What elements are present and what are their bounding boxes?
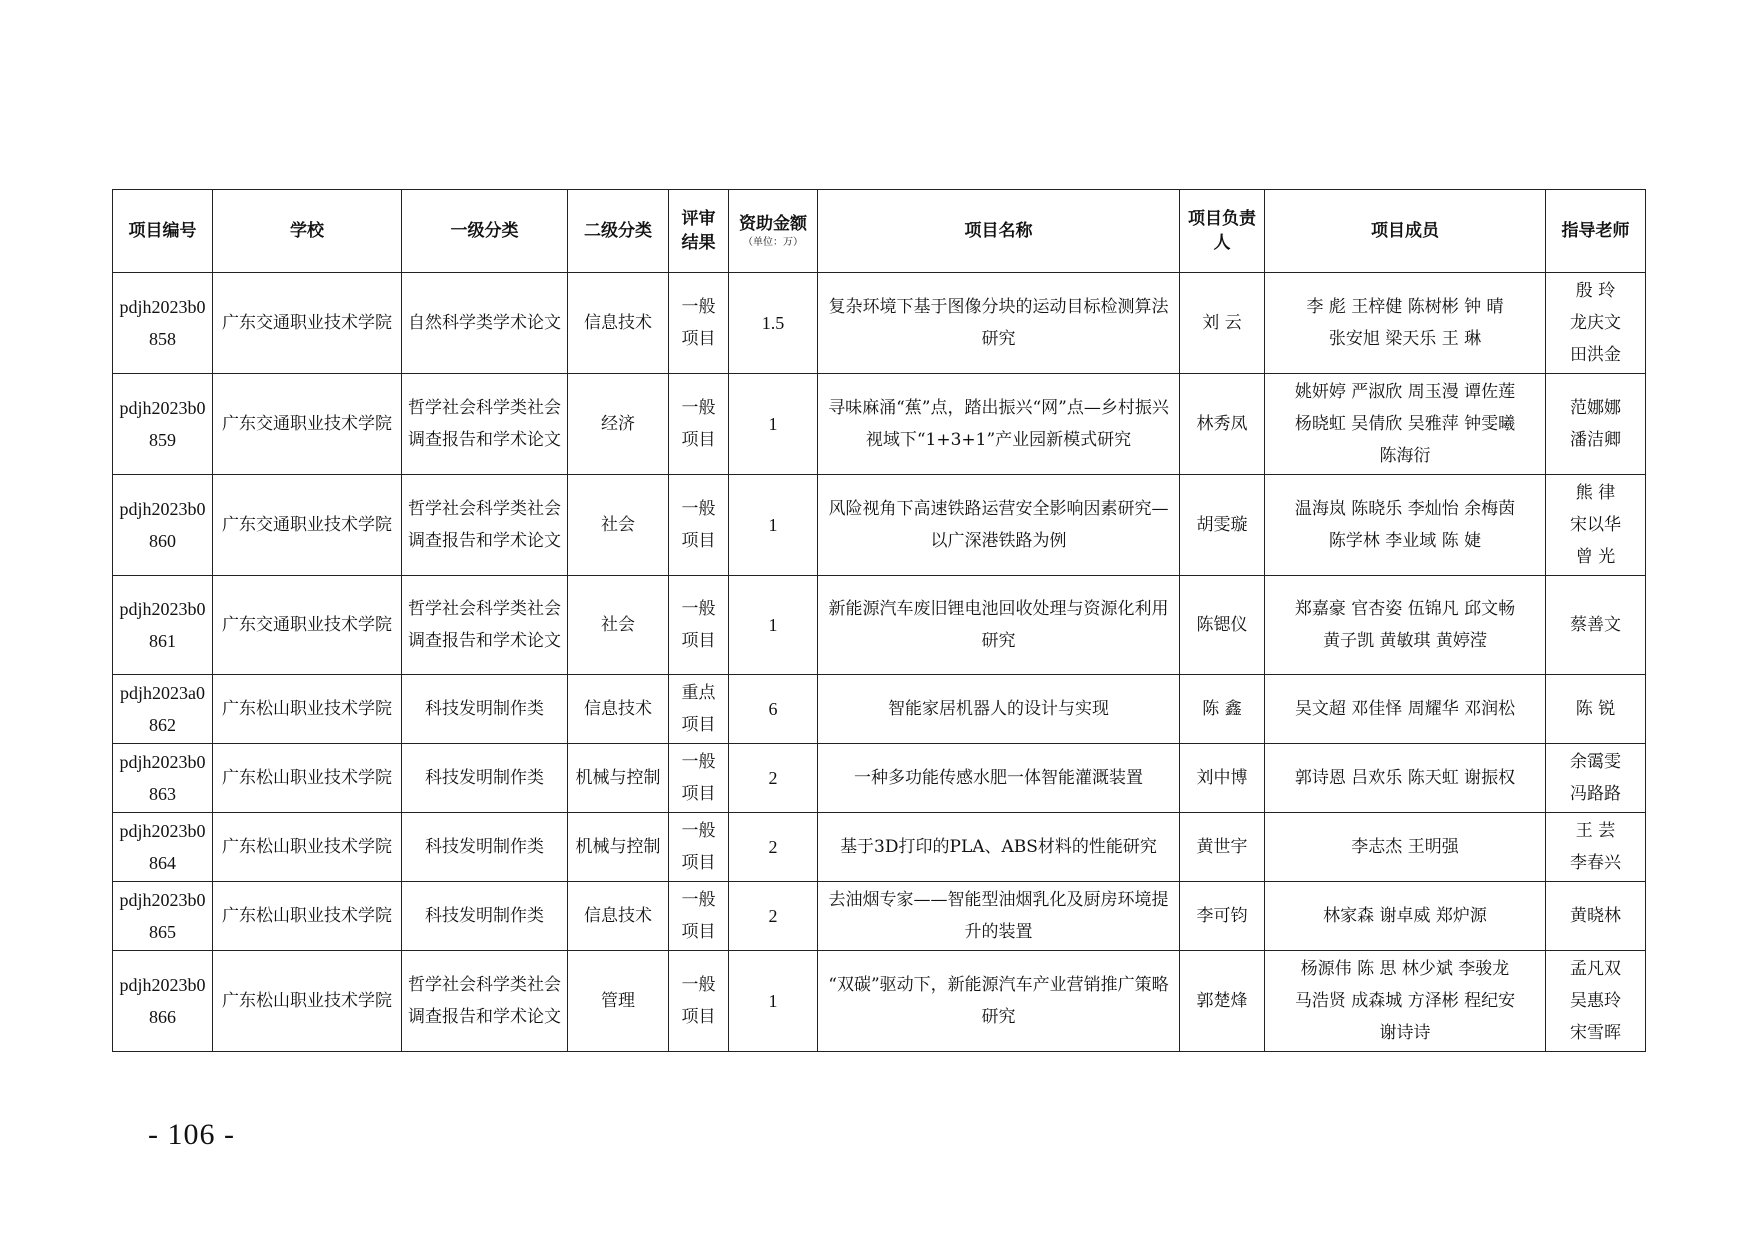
table-row bbox=[113, 882, 1646, 951]
cell-category-1: 科技发明制作类 bbox=[402, 813, 568, 882]
cell-project-members: 杨源伟 陈 思 林少斌 李骏龙 马浩贤 成森城 方泽彬 程纪安 谢诗诗 bbox=[1265, 951, 1546, 1052]
cell-project-name: 去油烟专家——智能型油烟乳化及厨房环境提升的装置 bbox=[818, 882, 1180, 951]
header-category-2: 二级分类 bbox=[568, 190, 669, 273]
cell-project-name: 基于3D打印的PLA、ABS材料的性能研究 bbox=[818, 813, 1180, 882]
cell-project-leader: 胡雯璇 bbox=[1180, 475, 1265, 576]
header-advisor: 指导老师 bbox=[1546, 190, 1646, 273]
cell-category-1: 哲学社会科学类社会调查报告和学术论文 bbox=[402, 475, 568, 576]
table-header-row bbox=[113, 190, 1646, 273]
cell-review-result: 重点项目 bbox=[669, 675, 729, 744]
cell-school: 广东松山职业技术学院 bbox=[213, 675, 402, 744]
table-row bbox=[113, 475, 1646, 576]
cell-project-name: 复杂环境下基于图像分块的运动目标检测算法研究 bbox=[818, 273, 1180, 374]
cell-funding-amount: 1 bbox=[729, 951, 818, 1052]
cell-funding-amount: 2 bbox=[729, 813, 818, 882]
header-project-leader: 项目负责人 bbox=[1180, 190, 1265, 273]
cell-project-members: 李志杰 王明强 bbox=[1265, 813, 1546, 882]
cell-advisor: 蔡善文 bbox=[1546, 576, 1646, 675]
cell-project-id: pdjh2023b0865 bbox=[113, 882, 213, 951]
cell-category-2: 管理 bbox=[568, 951, 669, 1052]
cell-project-id: pdjh2023b0859 bbox=[113, 374, 213, 475]
cell-project-id: pdjh2023b0861 bbox=[113, 576, 213, 675]
cell-funding-amount: 1 bbox=[729, 576, 818, 675]
cell-project-members: 吴文超 邓佳怿 周耀华 邓润松 bbox=[1265, 675, 1546, 744]
cell-project-members: 郭诗恩 吕欢乐 陈天虹 谢振权 bbox=[1265, 744, 1546, 813]
cell-school: 广东交通职业技术学院 bbox=[213, 273, 402, 374]
cell-school: 广东交通职业技术学院 bbox=[213, 576, 402, 675]
cell-category-2: 信息技术 bbox=[568, 675, 669, 744]
cell-category-2: 经济 bbox=[568, 374, 669, 475]
project-table bbox=[112, 189, 1646, 1052]
cell-category-1: 自然科学类学术论文 bbox=[402, 273, 568, 374]
cell-review-result: 一般项目 bbox=[669, 951, 729, 1052]
cell-school: 广东交通职业技术学院 bbox=[213, 374, 402, 475]
cell-category-1: 科技发明制作类 bbox=[402, 744, 568, 813]
cell-advisor: 余霭雯 冯路路 bbox=[1546, 744, 1646, 813]
cell-review-result: 一般项目 bbox=[669, 273, 729, 374]
header-category-1: 一级分类 bbox=[402, 190, 568, 273]
cell-category-2: 机械与控制 bbox=[568, 744, 669, 813]
table-row bbox=[113, 675, 1646, 744]
cell-project-id: pdjh2023b0864 bbox=[113, 813, 213, 882]
cell-category-2: 社会 bbox=[568, 576, 669, 675]
cell-school: 广东松山职业技术学院 bbox=[213, 882, 402, 951]
cell-category-2: 机械与控制 bbox=[568, 813, 669, 882]
cell-category-1: 科技发明制作类 bbox=[402, 675, 568, 744]
cell-advisor: 熊 律 宋以华 曾 光 bbox=[1546, 475, 1646, 576]
cell-category-2: 社会 bbox=[568, 475, 669, 576]
cell-advisor: 范娜娜 潘洁卿 bbox=[1546, 374, 1646, 475]
cell-review-result: 一般项目 bbox=[669, 882, 729, 951]
cell-funding-amount: 1.5 bbox=[729, 273, 818, 374]
header-funding-amount-label: 资助金额 bbox=[739, 214, 807, 234]
cell-category-1: 科技发明制作类 bbox=[402, 882, 568, 951]
cell-category-1: 哲学社会科学类社会调查报告和学术论文 bbox=[402, 951, 568, 1052]
cell-project-leader: 林秀凤 bbox=[1180, 374, 1265, 475]
project-table-container bbox=[112, 189, 1645, 1052]
cell-project-id: pdjh2023b0863 bbox=[113, 744, 213, 813]
header-project-id: 项目编号 bbox=[113, 190, 213, 273]
header-school: 学校 bbox=[213, 190, 402, 273]
cell-project-id: pdjh2023b0858 bbox=[113, 273, 213, 374]
header-funding-unit: （单位：万） bbox=[743, 237, 803, 248]
cell-category-1: 哲学社会科学类社会调查报告和学术论文 bbox=[402, 374, 568, 475]
cell-category-2: 信息技术 bbox=[568, 273, 669, 374]
cell-advisor: 黄晓林 bbox=[1546, 882, 1646, 951]
cell-review-result: 一般项目 bbox=[669, 576, 729, 675]
cell-advisor: 陈 锐 bbox=[1546, 675, 1646, 744]
cell-advisor: 王 芸 李春兴 bbox=[1546, 813, 1646, 882]
cell-project-name: 寻味麻涌“蕉”点，踏出振兴“网”点—乡村振兴视域下“1+3+1”产业园新模式研究 bbox=[818, 374, 1180, 475]
cell-funding-amount: 6 bbox=[729, 675, 818, 744]
cell-funding-amount: 2 bbox=[729, 882, 818, 951]
cell-project-name: 风险视角下高速铁路运营安全影响因素研究—以广深港铁路为例 bbox=[818, 475, 1180, 576]
cell-project-leader: 陈锶仪 bbox=[1180, 576, 1265, 675]
cell-review-result: 一般项目 bbox=[669, 475, 729, 576]
table-row bbox=[113, 374, 1646, 475]
cell-project-leader: 李可钧 bbox=[1180, 882, 1265, 951]
cell-project-members: 姚妍婷 严淑欣 周玉漫 谭佐莲 杨晓虹 吴倩欣 吴雅萍 钟雯曦 陈海衍 bbox=[1265, 374, 1546, 475]
cell-school: 广东松山职业技术学院 bbox=[213, 951, 402, 1052]
cell-funding-amount: 1 bbox=[729, 475, 818, 576]
cell-project-name: “双碳”驱动下，新能源汽车产业营销推广策略研究 bbox=[818, 951, 1180, 1052]
cell-advisor: 殷 玲 龙庆文 田洪金 bbox=[1546, 273, 1646, 374]
cell-project-name: 新能源汽车废旧锂电池回收处理与资源化利用研究 bbox=[818, 576, 1180, 675]
cell-project-leader: 郭楚烽 bbox=[1180, 951, 1265, 1052]
table-row bbox=[113, 951, 1646, 1052]
cell-project-members: 郑嘉豪 官杏姿 伍锦凡 邱文畅 黄子凯 黄敏琪 黄婷滢 bbox=[1265, 576, 1546, 675]
cell-project-leader: 刘中博 bbox=[1180, 744, 1265, 813]
cell-project-members: 李 彪 王梓健 陈树彬 钟 晴 张安旭 梁天乐 王 琳 bbox=[1265, 273, 1546, 374]
cell-advisor: 孟凡双 吴惠玲 宋雪晖 bbox=[1546, 951, 1646, 1052]
page-number: - 106 - bbox=[148, 1118, 235, 1151]
cell-review-result: 一般项目 bbox=[669, 744, 729, 813]
cell-project-members: 温海岚 陈晓乐 李灿怡 余梅茵 陈学林 李业域 陈 婕 bbox=[1265, 475, 1546, 576]
cell-review-result: 一般项目 bbox=[669, 813, 729, 882]
cell-project-leader: 黄世宇 bbox=[1180, 813, 1265, 882]
table-row bbox=[113, 273, 1646, 374]
cell-category-2: 信息技术 bbox=[568, 882, 669, 951]
cell-school: 广东松山职业技术学院 bbox=[213, 744, 402, 813]
header-funding-amount bbox=[729, 190, 818, 273]
cell-project-id: pdjh2023a0862 bbox=[113, 675, 213, 744]
cell-project-id: pdjh2023b0866 bbox=[113, 951, 213, 1052]
cell-funding-amount: 2 bbox=[729, 744, 818, 813]
table-row bbox=[113, 576, 1646, 675]
cell-project-id: pdjh2023b0860 bbox=[113, 475, 213, 576]
cell-funding-amount: 1 bbox=[729, 374, 818, 475]
cell-project-leader: 陈 鑫 bbox=[1180, 675, 1265, 744]
table-row bbox=[113, 744, 1646, 813]
header-project-name: 项目名称 bbox=[818, 190, 1180, 273]
cell-category-1: 哲学社会科学类社会调查报告和学术论文 bbox=[402, 576, 568, 675]
table-row bbox=[113, 813, 1646, 882]
cell-school: 广东交通职业技术学院 bbox=[213, 475, 402, 576]
cell-project-name: 智能家居机器人的设计与实现 bbox=[818, 675, 1180, 744]
cell-review-result: 一般项目 bbox=[669, 374, 729, 475]
header-project-members: 项目成员 bbox=[1265, 190, 1546, 273]
header-review-result: 评审结果 bbox=[669, 190, 729, 273]
cell-project-name: 一种多功能传感水肥一体智能灌溉装置 bbox=[818, 744, 1180, 813]
cell-project-members: 林家森 谢卓威 郑炉源 bbox=[1265, 882, 1546, 951]
cell-project-leader: 刘 云 bbox=[1180, 273, 1265, 374]
cell-school: 广东松山职业技术学院 bbox=[213, 813, 402, 882]
